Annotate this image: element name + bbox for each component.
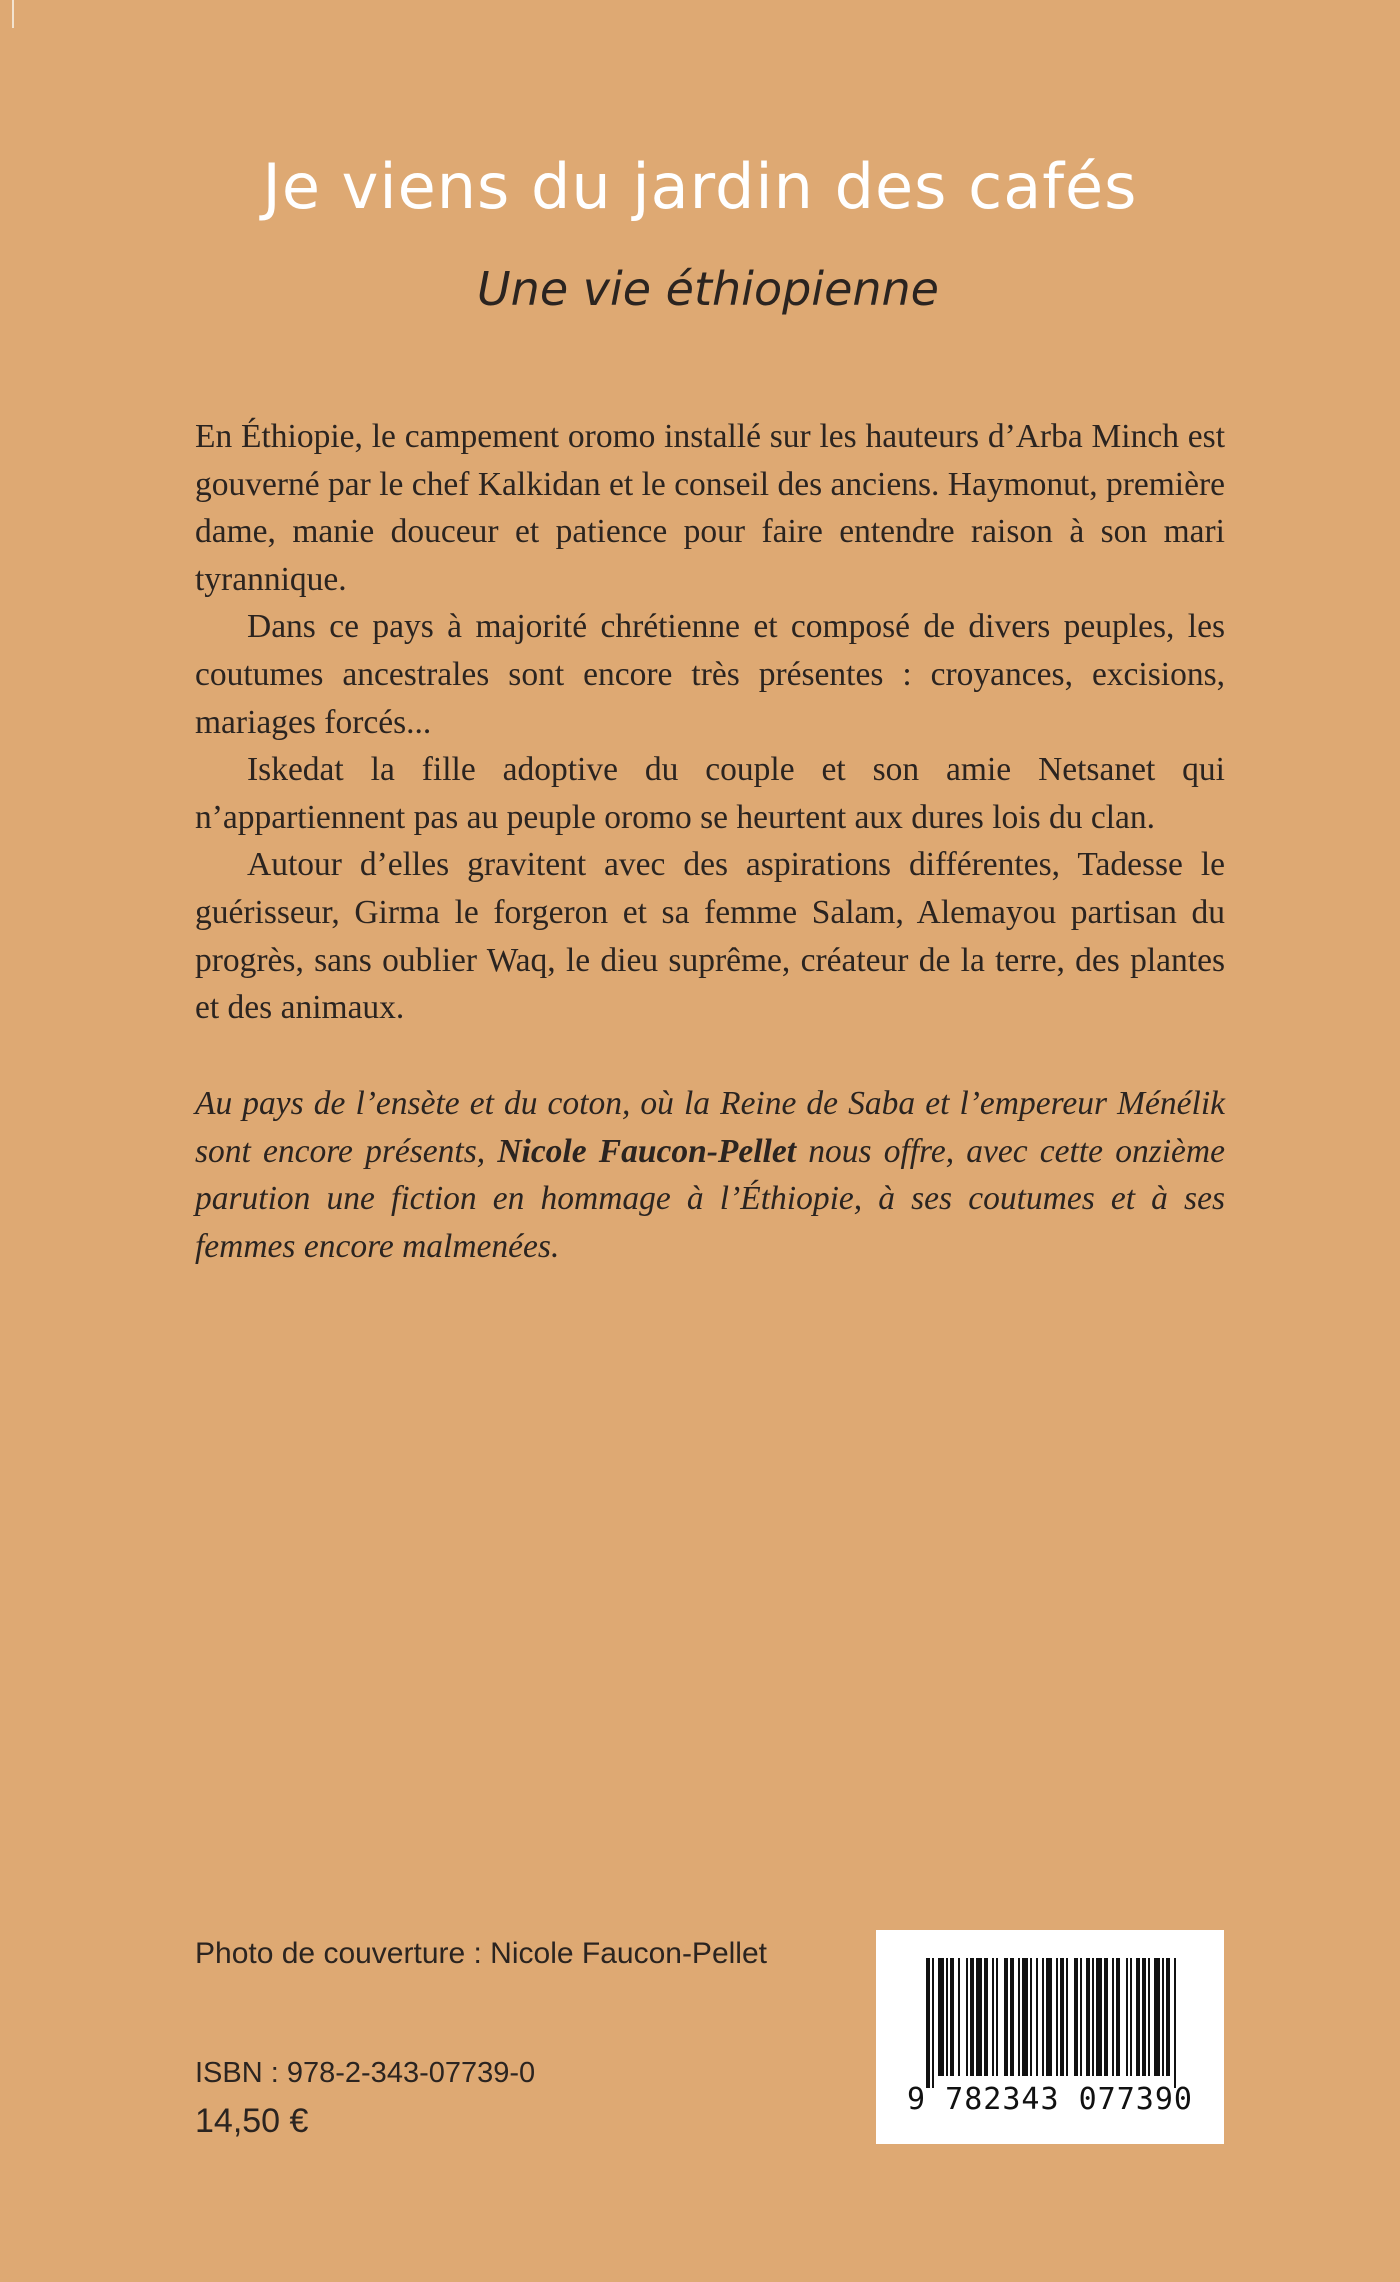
barcode-bar	[946, 1958, 948, 2076]
barcode-bar	[1142, 1958, 1146, 2076]
price-label: 14,50 €	[195, 2102, 309, 2140]
book-title: Je viens du jardin des cafés	[262, 150, 1138, 223]
barcode-bar	[1154, 1958, 1160, 2076]
barcode-bar	[1060, 1958, 1064, 2076]
barcode-bar	[1010, 1958, 1014, 2076]
summary-paragraph: Iskedat la fille adoptive du couple et son amie Netsanet qui n’appartiennent pas au peuple oromo se heurtent aux dures lois du clan.	[195, 751, 1225, 836]
barcode-bar	[966, 1958, 968, 2076]
barcode-bar	[938, 1958, 944, 2076]
summary-paragraph: Autour d’elles gravitent avec des aspirations différentes, Tadesse le guérisseur, Girma le forgeron et sa femme Salam, Alemayou partisan du progrès, sans oublier Waq, le dieu suprême, créateur de la terre, des plantes et des animaux.	[195, 846, 1225, 1027]
barcode-bar	[1030, 1958, 1032, 2076]
book-subtitle: Une vie éthiopienne	[477, 262, 939, 316]
barcode-bar	[1022, 1958, 1028, 2076]
barcode	[876, 1930, 1224, 2144]
barcode-bar	[950, 1958, 954, 2076]
barcode-bar	[1092, 1958, 1094, 2076]
barcode-bar	[926, 1958, 930, 2088]
barcode-bar	[1004, 1958, 1008, 2076]
author-name: Nicole Faucon-Pellet	[497, 1132, 797, 1170]
barcode-bar	[1130, 1958, 1132, 2076]
barcode-bar	[976, 1958, 982, 2076]
barcode-bar	[1166, 1958, 1170, 2076]
barcode-bar	[1148, 1958, 1150, 2076]
barcode-bar	[1116, 1958, 1120, 2076]
barcode-bar	[970, 1958, 974, 2076]
barcode-bar	[1136, 1958, 1140, 2076]
blurb-text-start: Au pays de l’ensète et du coton, où la Reine de Saba et l’empereur Ménélik sont encore présents,	[195, 1085, 1225, 1170]
barcode-bar	[1018, 1958, 1020, 2076]
barcode-bar	[1042, 1958, 1044, 2076]
barcode-bar	[984, 1958, 988, 2076]
barcode-bar	[1086, 1958, 1090, 2076]
summary-paragraph: En Éthiopie, le campement oromo installé sur les hauteurs d’Arba Minch est gouverné par le chef Kalkidan et le conseil des anciens. Haymonut, première dame, manie douceur et patience pour faire entendre raison à son mari tyrannique.	[195, 418, 1225, 598]
summary-paragraph: Dans ce pays à majorité chrétienne et composé de divers peuples, les coutumes ancestrales sont encore très présentes : croyances, excisions, mariages forcés...	[195, 608, 1225, 741]
trim-mark-left	[12, 0, 14, 28]
barcode-bar	[1046, 1958, 1052, 2076]
blurb-text-end: nous offre, avec cette onzième parution une fiction en hommage à l’Éthiopie, à ses coutumes et à ses femmes encore malmenées.	[195, 1132, 1225, 1265]
barcode-digits: 9 782343 077390	[907, 2082, 1193, 2117]
barcode-bar	[958, 1958, 960, 2076]
barcode-bar	[1096, 1958, 1102, 2076]
barcode-bars	[876, 1930, 1224, 2090]
barcode-bar	[1126, 1958, 1128, 2076]
barcode-bar	[1174, 1958, 1176, 2088]
barcode-bar	[1066, 1958, 1068, 2076]
barcode-bar	[996, 1958, 998, 2076]
barcode-bar	[1074, 1958, 1078, 2076]
barcode-bar	[1112, 1958, 1114, 2076]
barcode-bar	[1104, 1958, 1108, 2076]
barcode-bar	[1056, 1958, 1058, 2076]
isbn-label: ISBN : 978-2-343-07739-0	[195, 2057, 536, 2089]
summary-text	[195, 413, 1225, 1032]
author-blurb	[195, 1080, 1225, 1270]
barcode-bar	[932, 1958, 934, 2088]
barcode-bar	[992, 1958, 994, 2076]
barcode-bar	[1162, 1958, 1164, 2076]
barcode-bar	[1036, 1958, 1038, 2076]
barcode-bar	[1080, 1958, 1082, 2076]
photo-credit: Photo de couverture : Nicole Faucon-Pellet	[195, 1937, 767, 1970]
